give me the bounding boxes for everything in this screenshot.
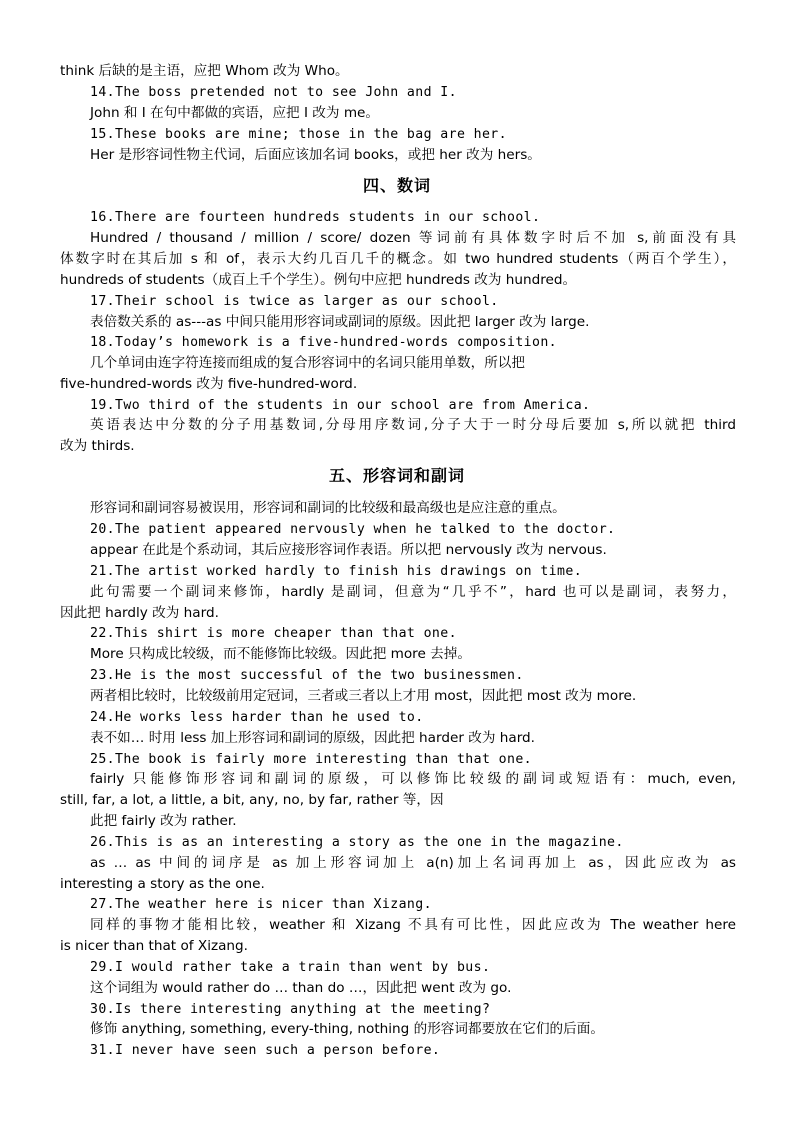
section-heading: 五、形容词和副词 <box>328 466 465 485</box>
example-sentence: 17.Their school is twice as larger as our school. <box>90 294 499 309</box>
explanation-line: is nicer than that of Xizang. <box>60 938 249 954</box>
explanation-line: Hundred / thousand / million / score/ dozen 等词前有具体数字时后不加 s,前面没有具 <box>90 230 736 246</box>
explanation-line: 表不如… 时用 less 加上形容词和副词的原级，因此把 harder 改为 hard. <box>90 730 536 746</box>
explanation-line: fairly 只能修饰形容词和副词的原级，可以修饰比较级的副词或短语有：much, even, <box>90 771 736 787</box>
explanation-line: 两者相比较时，比较级前用定冠词，三者或三者以上才用 most，因此把 most 改为 more. <box>90 688 637 704</box>
example-sentence: 26.This is as an interesting a story as the one in the magazine. <box>90 835 624 850</box>
explanation-line: 体数字时在其后加 s 和 of，表示大约几百几千的概念。如 two hundred students（两百个学生）， <box>60 251 736 267</box>
section-heading: 四、数词 <box>362 176 431 195</box>
explanation-line: five-hundred-words 改为 five-hundred-word. <box>60 376 358 392</box>
text-line: think 后缺的是主语，应把 Whom 改为 Who。 <box>60 63 349 79</box>
explanation-line: 英语表达中分数的分子用基数词,分母用序数词,分子大于一时分母后要加 s,所以就把 third <box>90 417 736 433</box>
example-sentence: 15.These books are mine; those in the bag are her. <box>90 127 507 142</box>
explanation-line: Her 是形容词性物主代词，后面应该加名词 books，或把 her 改为 hers。 <box>90 147 541 163</box>
explanation-line: 这个词组为 would rather do … than do …，因此把 went 改为 go. <box>90 980 512 996</box>
example-sentence: 16.There are fourteen hundreds students in our school. <box>90 210 541 225</box>
explanation-line: still, far, a lot, a little, a bit, any, no, by far, rather 等，因 <box>60 792 444 808</box>
explanation-line: John 和 I 在句中都做的宾语，应把 I 改为 me。 <box>90 105 380 121</box>
explanation-line: 修饰 anything, something, every-thing, nothing 的形容词都要放在它们的后面。 <box>90 1021 604 1037</box>
text-line: 形容词和副词容易被误用，形容词和副词的比较级和最高级也是应注意的重点。 <box>90 500 566 516</box>
explanation-line: hundreds of students（成百上千个学生）。例句中应把 hundreds 改为 hundred。 <box>60 272 577 288</box>
example-sentence: 21.The artist worked hardly to finish his drawings on time. <box>90 564 583 579</box>
explanation-line: 改为 thirds. <box>60 438 135 454</box>
example-sentence: 27.The weather here is nicer than Xizang. <box>90 897 432 912</box>
explanation-line: 因此把 hardly 改为 hard. <box>60 605 219 621</box>
explanation-line: appear 在此是个系动词，其后应接形容词作表语。所以把 nervously 改为 nervous. <box>90 542 607 558</box>
explanation-line: as … as 中间的词序是 as 加上形容词加上 a(n)加上名词再加上 as，因此应改为 as <box>90 855 736 871</box>
example-sentence: 23.He is the most successful of the two businessmen. <box>90 668 524 683</box>
example-sentence: 20.The patient appeared nervously when he talked to the doctor. <box>90 522 616 537</box>
example-sentence: 19.Two third of the students in our school are from America. <box>90 398 591 413</box>
explanation-line: 此句需要一个副词来修饰，hardly 是副词，但意为“几乎不”，hard 也可以是副词，表努力， <box>90 584 736 600</box>
example-sentence: 25.The book is fairly more interesting than that one. <box>90 752 532 767</box>
example-sentence: 30.Is there interesting anything at the meeting? <box>90 1002 491 1017</box>
explanation-line: interesting a story as the one. <box>60 876 265 892</box>
explanation-line: 几个单词由连字符连接而组成的复合形容词中的名词只能用单数，所以把 <box>90 355 525 371</box>
example-sentence: 14.The boss pretended not to see John and I. <box>90 85 457 100</box>
example-sentence: 29.I would rather take a train than went by bus. <box>90 960 491 975</box>
example-sentence: 31.I never have seen such a person before. <box>90 1043 441 1058</box>
explanation-line: 表倍数关系的 as---as 中间只能用形容词或副词的原级。因此把 larger 改为 large. <box>90 314 590 330</box>
explanation-line: 此把 fairly 改为 rather. <box>90 813 237 829</box>
example-sentence: 24.He works less harder than he used to. <box>90 710 424 725</box>
example-sentence: 22.This shirt is more cheaper than that one. <box>90 626 457 641</box>
example-sentence: 18.Today’s homework is a five-hundred-words composition. <box>90 335 558 350</box>
explanation-line: More 只构成比较级，而不能修饰比较级。因此把 more 去掉。 <box>90 646 471 662</box>
explanation-line: 同样的事物才能相比较，weather 和 Xizang 不具有可比性，因此应改为 The weather here <box>90 917 736 933</box>
